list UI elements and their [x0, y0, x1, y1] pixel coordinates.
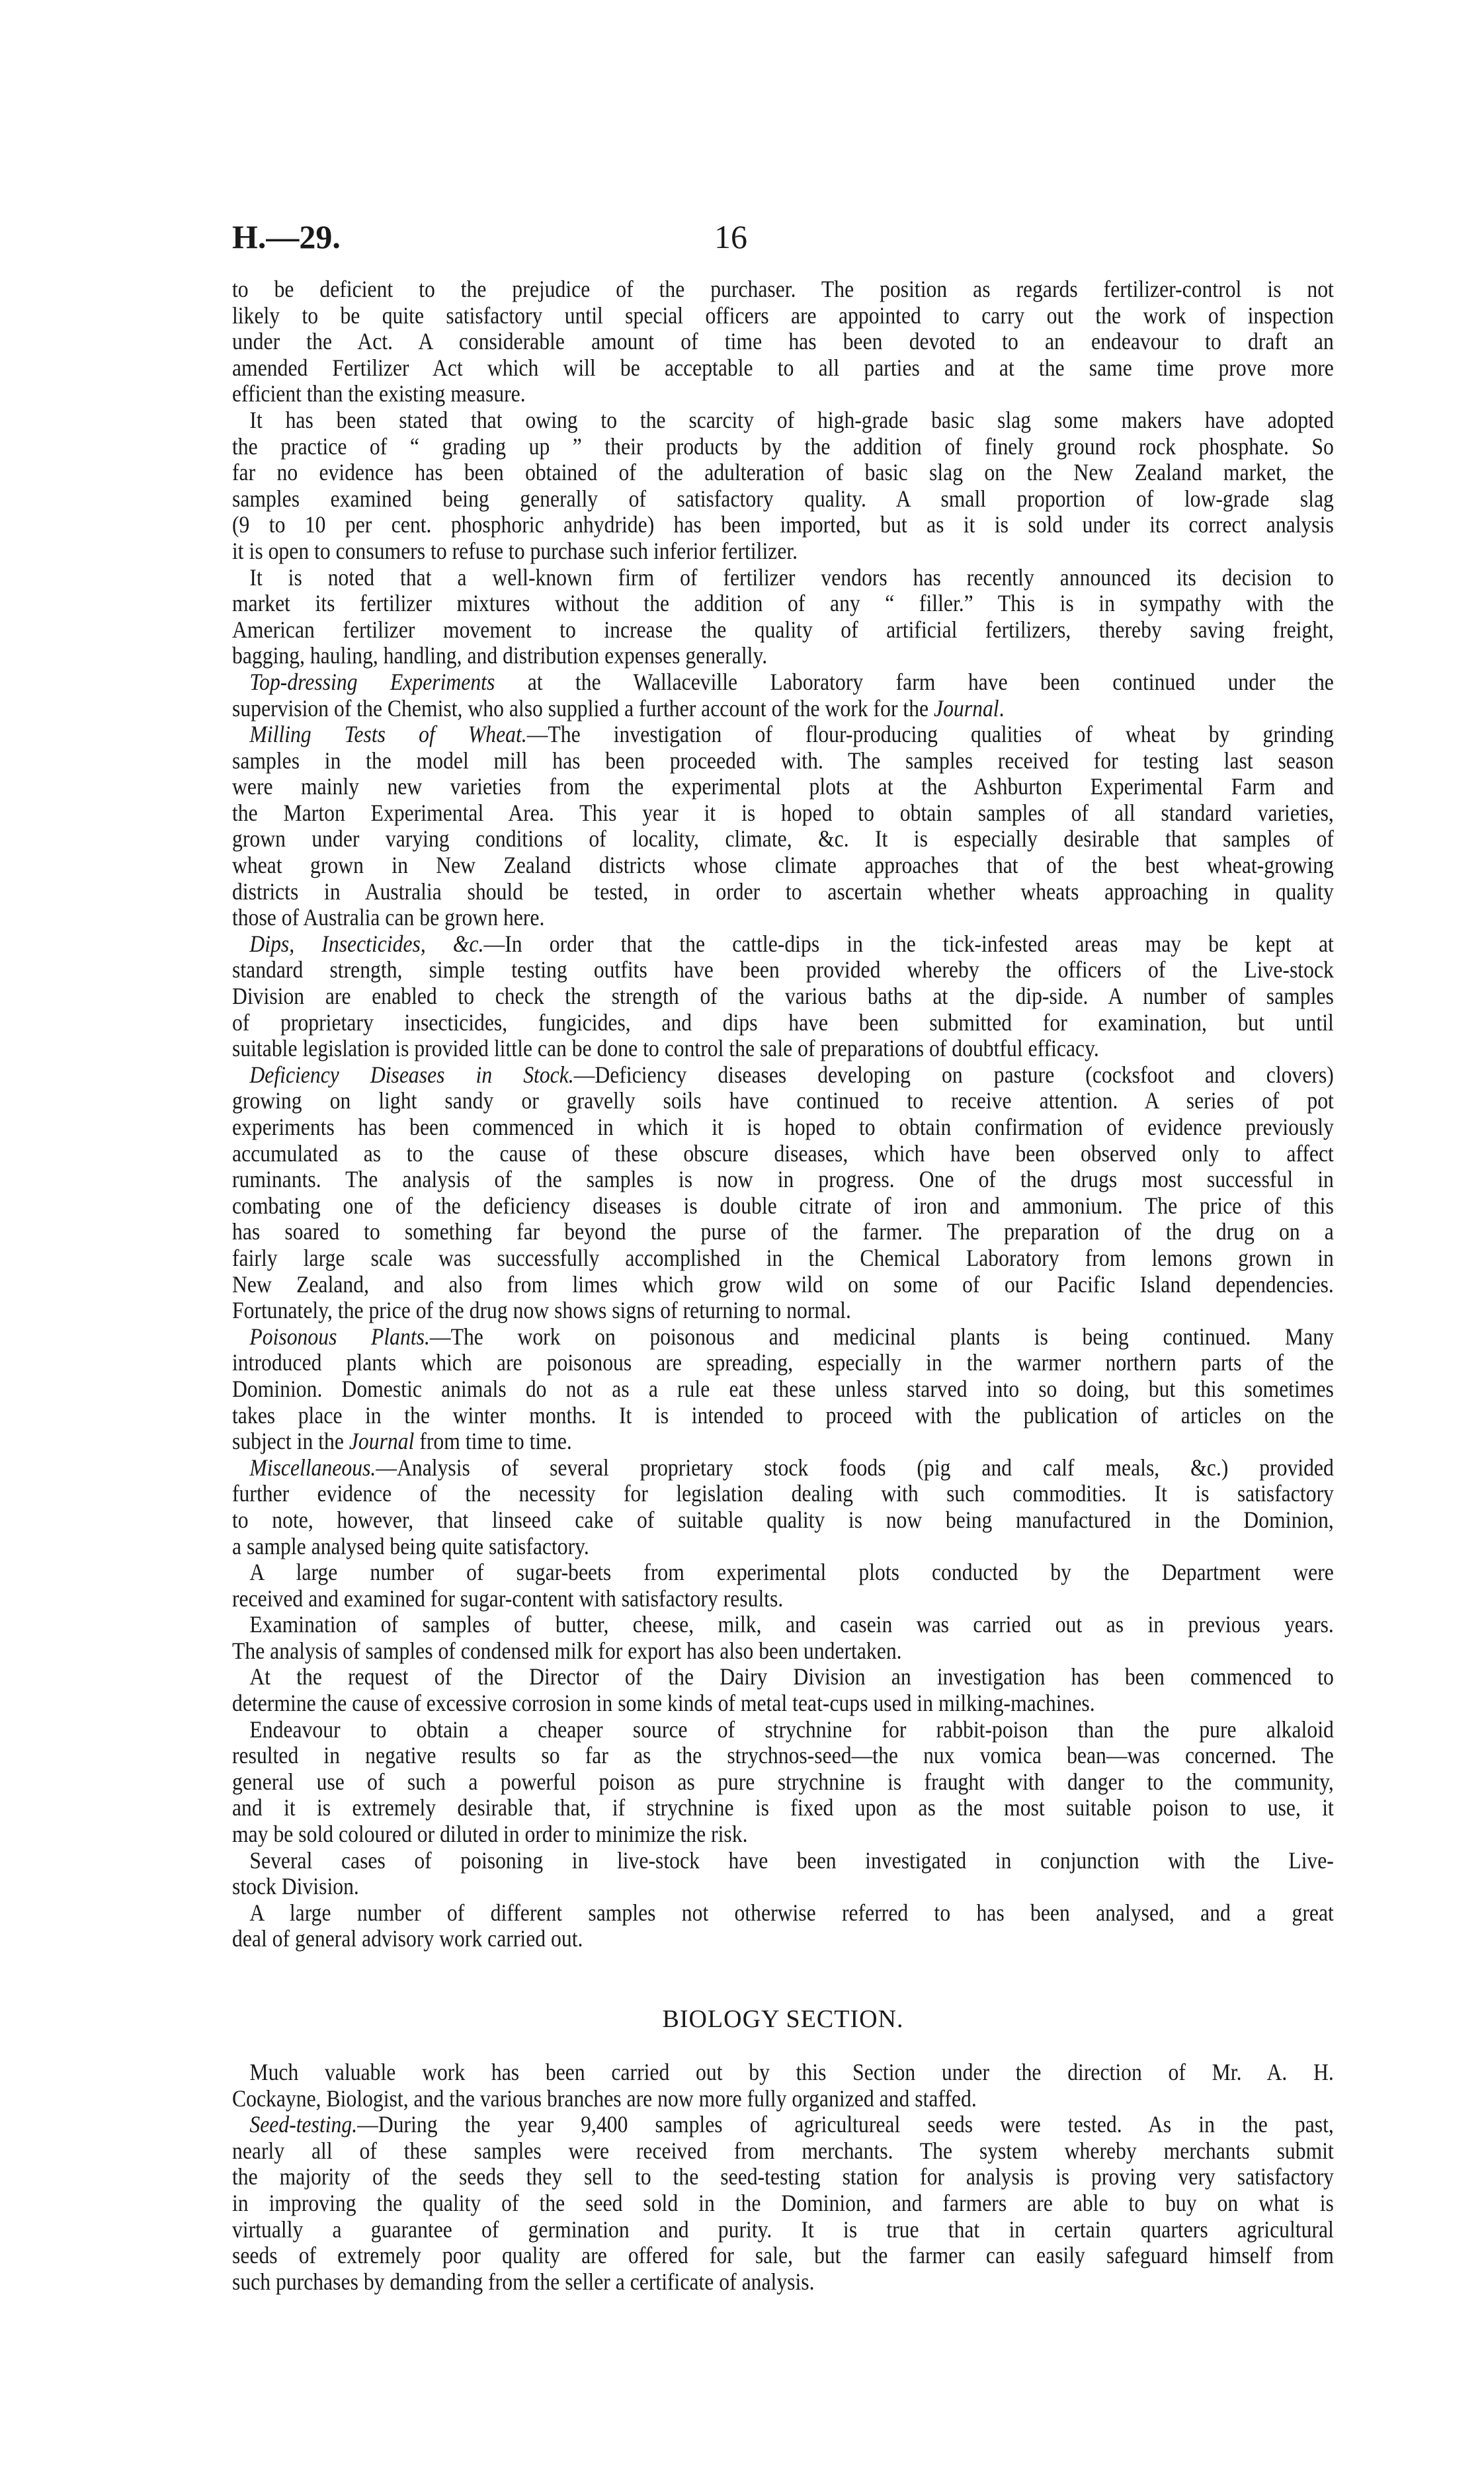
text-line: wheat grown in New Zealand districts whose climate approaches that of the best wheat-growing — [232, 852, 1334, 879]
document-code: H.—29. — [232, 218, 341, 255]
text-run: subject in the — [232, 1428, 349, 1455]
paragraph — [232, 1664, 1334, 1716]
italic-text: Deficiency Diseases in Stock. — [249, 1061, 574, 1088]
text-line: experiments has been commenced in which it is hoped to obtain confirmation of evidence previously — [232, 1114, 1334, 1140]
chemistry-section-body — [232, 276, 1334, 1952]
text-line: accumulated as to the cause of these obscure diseases, which have been observed only to affect — [232, 1140, 1334, 1167]
text-line: The analysis of samples of condensed milk for export has also been undertaken. — [232, 1637, 902, 1664]
paragraph — [232, 1717, 1334, 1848]
text-line: to be deficient to the prejudice of the purchaser. The position as regards fertilizer-control is not — [232, 276, 1334, 302]
section-heading-biology: BIOLOGY SECTION. — [662, 2005, 904, 2033]
text-line: suitable legislation is provided little can be done to control the sale of preparations of doubtful efficacy. — [232, 1035, 1099, 1062]
text-line — [232, 722, 1334, 748]
text-line: in improving the quality of the seed sold in the Dominion, and farmers are able to buy on what is — [232, 2189, 1334, 2216]
text-line: Cockayne, Biologist, and the various branches are now more fully organized and staffed. — [232, 2085, 977, 2112]
text-line: and it is extremely desirable that, if strychnine is fixed upon as the most suitable poison to use, it — [232, 1794, 1334, 1821]
text-line: seeds of extremely poor quality are offered for sale, but the farmer can easily safeguard himself from — [232, 2242, 1334, 2269]
text-line — [232, 1429, 1334, 1455]
text-line: combating one of the deficiency diseases is double citrate of iron and ammonium. The price of this — [232, 1192, 1334, 1219]
text-line: It has been stated that owing to the scarcity of high-grade basic slag some makers have adopted — [249, 406, 1334, 433]
paragraph — [232, 1900, 1334, 1952]
text-run: —In order that the cattle-dips in the tick-infested areas may be kept at — [483, 930, 1334, 957]
paragraph — [232, 931, 1334, 1062]
text-line — [232, 2112, 1334, 2138]
text-line: growing on light sandy or gravelly soils have continued to receive attention. A series of pot — [232, 1087, 1334, 1114]
text-line: may be sold coloured or diluted in order to minimize the risk. — [232, 1821, 748, 1848]
text-run: from time to time. — [414, 1428, 572, 1455]
text-line: Division are enabled to check the strength of the various baths at the dip-side. A number of samples — [232, 983, 1334, 1010]
text-line: introduced plants which are poisonous are spreading, especially in the warmer northern parts of the — [232, 1349, 1334, 1376]
text-line: of proprietary insecticides, fungicides, and dips have been submitted for examination, but until — [232, 1009, 1334, 1036]
text-line — [232, 1324, 1334, 1350]
text-line: districts in Australia should be tested, in order to ascertain whether wheats approaching in quality — [232, 878, 1334, 905]
text-line: such purchases by demanding from the seller a certificate of analysis. — [232, 2268, 815, 2295]
paragraph — [232, 1062, 1334, 1324]
text-line: the Marton Experimental Area. This year it is hoped to obtain samples of all standard varieties, — [232, 799, 1334, 826]
text-line: takes place in the winter months. It is intended to proceed with the publication of articles on the — [232, 1401, 1334, 1429]
text-line: samples examined being generally of satisfactory quality. A small proportion of low-grade slag — [232, 485, 1334, 512]
text-run: —The investigation of flour-producing qualities of wheat by grinding — [526, 721, 1334, 748]
text-line: those of Australia can be grown here. — [232, 904, 545, 931]
text-run: —During the year 9,400 samples of agricultureal seeds were tested. As in the past, — [357, 2111, 1334, 2138]
text-line: further evidence of the necessity for legislation dealing with such commodities. It is satisfactory — [232, 1480, 1334, 1507]
text-line — [232, 931, 1334, 958]
italic-text: Milling Tests of Wheat. — [249, 721, 527, 748]
text-line: It is noted that a well-known firm of fertilizer vendors has recently announced its decision to — [249, 563, 1334, 591]
text-line: nearly all of these samples were received from merchants. The system whereby merchants submit — [232, 2137, 1334, 2164]
text-line: (9 to 10 per cent. phosphoric anhydride) has been imported, but as it is sold under its correct analysis — [232, 511, 1334, 538]
paragraph — [232, 1559, 1334, 1612]
italic-text: Poisonous Plants. — [249, 1323, 430, 1350]
paragraph — [232, 1324, 1334, 1455]
italic-text: Top-dressing Experiments — [249, 668, 495, 695]
italic-text: Journal — [349, 1428, 415, 1455]
text-run: supervision of the Chemist, who also supplied a further account of the work for the — [232, 694, 934, 722]
paragraph — [232, 2059, 1334, 2112]
paragraph — [232, 276, 1334, 407]
paragraph — [232, 722, 1334, 931]
text-line: virtually a guarantee of germination and purity. It is true that in certain quarters agricultural — [232, 2216, 1334, 2243]
text-line: far no evidence has been obtained of the adulteration of basic slag on the New Zealand market, the — [232, 459, 1334, 486]
text-line: bagging, hauling, handling, and distribution expenses generally. — [232, 642, 768, 669]
text-line: were mainly new varieties from the experimental plots at the Ashburton Experimental Farm and — [232, 773, 1334, 800]
italic-text: Journal — [934, 694, 999, 722]
text-line — [232, 669, 1334, 696]
paragraph — [232, 669, 1334, 722]
text-line: likely to be quite satisfactory until special officers are appointed to carry out the work of inspection — [232, 302, 1334, 329]
italic-text: Miscellaneous. — [249, 1454, 376, 1481]
text-line — [232, 696, 1334, 722]
text-line: it is open to consumers to refuse to purchase such inferior fertilizer. — [232, 537, 798, 564]
text-line: the majority of the seeds they sell to the seed-testing station for analysis is proving very satisfactory — [232, 2163, 1334, 2190]
text-line: Dominion. Domestic animals do not as a rule eat these unless starved into so doing, but this sometimes — [232, 1375, 1334, 1402]
text-run: —Deficiency diseases developing on pasture (cocksfoot and clovers) — [573, 1061, 1334, 1088]
text-line: stock Division. — [232, 1873, 359, 1900]
paragraph — [232, 1455, 1334, 1559]
biology-section-body — [232, 2059, 1334, 2295]
text-line: amended Fertilizer Act which will be acceptable to all parties and at the same time prove more — [232, 354, 1334, 381]
text-line: resulted in negative results so far as the strychnos-seed—the nux vomica bean—was concerned. The — [232, 1742, 1334, 1769]
text-line: Endeavour to obtain a cheaper source of strychnine for rabbit-poison than the pure alkaloid — [249, 1716, 1334, 1743]
text-run: . — [999, 694, 1005, 722]
text-line: has soared to something far beyond the purse of the farmer. The preparation of the drug on a — [232, 1218, 1334, 1245]
paragraph — [232, 1848, 1334, 1900]
paragraph — [232, 1612, 1334, 1664]
text-line: Much valuable work has been carried out by this Section under the direction of Mr. A. H. — [249, 2059, 1334, 2085]
text-line: the practice of “ grading up ” their products by the addition of finely ground rock phosphate. So — [232, 433, 1334, 460]
text-line: to note, however, that linseed cake of suitable quality is now being manufactured in the Dominion, — [232, 1506, 1334, 1533]
text-line: A large number of sugar-beets from experimental plots conducted by the Department were — [249, 1559, 1334, 1586]
text-line: grown under varying conditions of locality, climate, &c. It is especially desirable that samples of — [232, 825, 1334, 852]
text-line: Several cases of poisoning in live-stock have been investigated in conjunction with the Live- — [249, 1847, 1334, 1874]
paragraph — [232, 407, 1334, 565]
text-run: —The work on poisonous and medicinal plants is being continued. Many — [429, 1323, 1334, 1350]
text-line: samples in the model mill has been proceeded with. The samples received for testing last season — [232, 747, 1334, 774]
text-line: ruminants. The analysis of the samples is now in progress. One of the drugs most successful in — [232, 1166, 1334, 1193]
text-line: Examination of samples of butter, cheese, milk, and casein was carried out as in previous years. — [249, 1611, 1334, 1638]
text-line: received and examined for sugar-content with satisfactory results. — [232, 1585, 784, 1612]
text-line: fairly large scale was successfully accomplished in the Chemical Laboratory from lemons grown in — [232, 1244, 1334, 1271]
text-line: market its fertilizer mixtures without the addition of any “ filler.” This is in sympathy with the — [232, 590, 1334, 617]
text-line: a sample analysed being quite satisfactory. — [232, 1532, 589, 1559]
text-line — [232, 1455, 1334, 1481]
text-line: standard strength, simple testing outfits have been provided whereby the officers of the Live-stock — [232, 956, 1334, 983]
text-line: At the request of the Director of the Dairy Division an investigation has been commenced to — [249, 1663, 1334, 1690]
text-run: at the Wallaceville Laboratory farm have been continued under the — [495, 668, 1334, 695]
text-line: under the Act. A considerable amount of time has been devoted to an endeavour to draft an — [232, 328, 1334, 355]
text-line: American fertilizer movement to increase the quality of artificial fertilizers, thereby saving freight, — [232, 616, 1334, 643]
italic-text: Seed-testing. — [249, 2111, 358, 2138]
text-line: determine the cause of excessive corrosion in some kinds of metal teat-cups used in milking-machines. — [232, 1690, 1095, 1717]
text-line: general use of such a powerful poison as pure strychnine is fraught with danger to the community, — [232, 1768, 1334, 1795]
text-line: efficient than the existing measure. — [232, 380, 526, 407]
page-number: 16 — [714, 218, 747, 255]
text-line — [232, 1062, 1334, 1089]
text-line: A large number of different samples not otherwise referred to has been analysed, and a great — [249, 1899, 1334, 1926]
italic-text: Dips, Insecticides, &c. — [249, 930, 484, 957]
text-line: Fortunately, the price of the drug now shows signs of returning to normal. — [232, 1297, 851, 1324]
text-line: New Zealand, and also from limes which grow wild on some of our Pacific Island dependencies. — [232, 1270, 1334, 1298]
paragraph — [232, 565, 1334, 669]
paragraph — [232, 2112, 1334, 2295]
text-line: deal of general advisory work carried out. — [232, 1925, 583, 1952]
text-run: —Analysis of several proprietary stock foods (pig and calf meals, &c.) provided — [376, 1454, 1334, 1481]
